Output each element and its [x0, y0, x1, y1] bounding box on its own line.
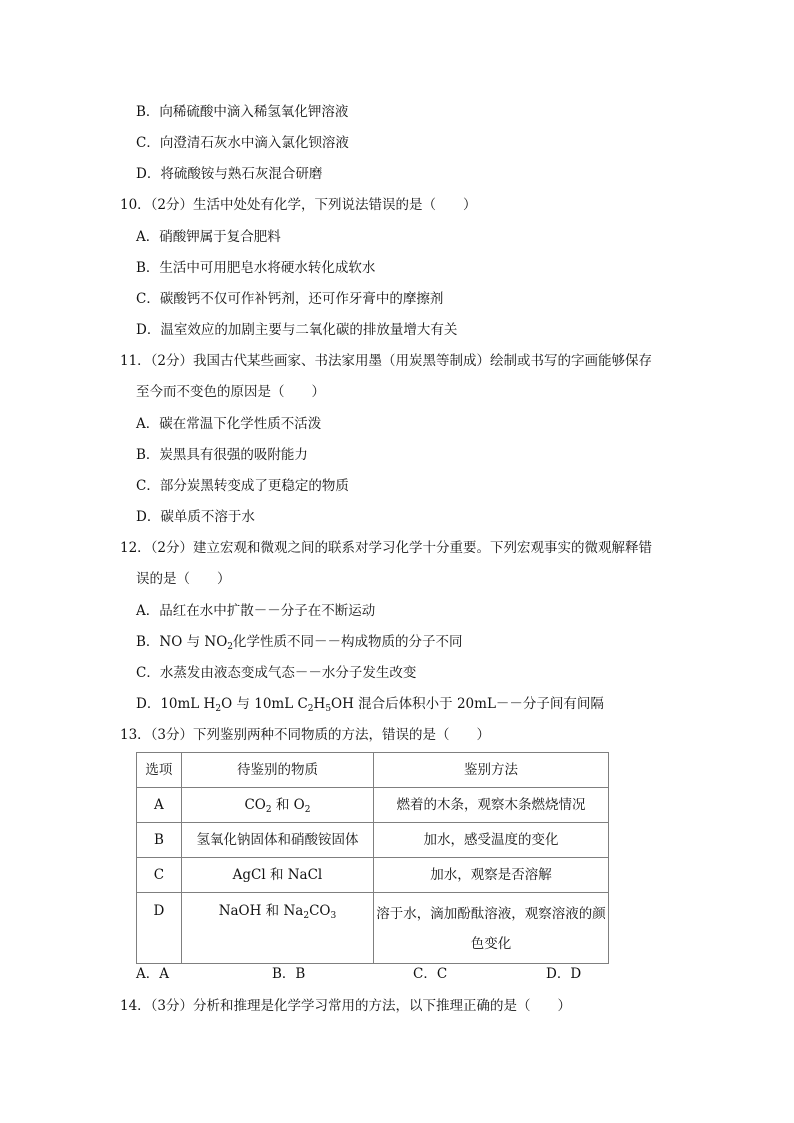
q14-stem: 14．（3分）分析和推理是化学学习常用的方法，以下推理正确的是（ ） [120, 998, 572, 1014]
q12-option-a: A．品红在水中扩散－－分子在不断运动 [136, 603, 376, 619]
q13-stem: 13．（3分）下列鉴别两种不同物质的方法，错误的是（ ） [120, 727, 491, 743]
q12-option-d: D．10mL $H_2O$ 与 10mL $C_2H_5OH$ 混合后体积小于 20mL－－分子间有间隔 [136, 696, 604, 714]
row-option: D [137, 893, 182, 964]
q10-stem: 10．（2分）生活中处处有化学，下列说法错误的是（ ） [120, 197, 477, 213]
row-substance: NaOH 和 $Na_2CO_3$ [181, 893, 373, 964]
row-option: A [137, 788, 182, 823]
row-option: C [137, 858, 182, 893]
header-option: 选项 [137, 753, 182, 788]
table-row [137, 788, 609, 823]
row-method: 燃着的木条，观察木条燃烧情况 [374, 788, 609, 823]
table-row [137, 893, 609, 964]
q9-option-d: D．将硫酸铵与熟石灰混合研磨 [136, 166, 323, 182]
row-method: 加水，观察是否溶解 [374, 858, 609, 893]
q11-option-d: D．碳单质不溶于水 [136, 509, 255, 525]
q12-option-c: C．水蒸发由液态变成气态－－水分子发生改变 [136, 665, 417, 681]
q10-option-d: D．温室效应的加剧主要与二氧化碳的排放量增大有关 [136, 322, 458, 338]
q13-answer-b: B．B [272, 966, 306, 982]
q11-stem-line1: 11．（2分）我国古代某些画家、书法家用墨（用炭黑等制成）绘制或书写的字画能够保存 [120, 353, 653, 369]
row-option: B [137, 823, 182, 858]
header-substance: 待鉴别的物质 [181, 753, 373, 788]
row-substance: 氢氧化钠固体和硝酸铵固体 [181, 823, 373, 858]
q10-option-c: C．碳酸钙不仅可作补钙剂，还可作牙膏中的摩擦剂 [136, 291, 444, 307]
table-header-row [137, 753, 609, 788]
q10-option-b: B．生活中可用肥皂水将硬水转化成软水 [136, 260, 376, 276]
q12-stem-line1: 12．（2分）建立宏观和微观之间的联系对学习化学十分重要。下列宏观事实的微观解释错 [120, 540, 653, 556]
q9-option-b: B．向稀硫酸中滴入稀氢氧化钾溶液 [136, 104, 349, 120]
q12-option-b: B．NO 与 $NO_2$化学性质不同－－构成物质的分子不同 [136, 634, 463, 652]
row-substance: AgCl 和 NaCl [181, 858, 373, 893]
table-row [137, 858, 609, 893]
q12-stem-line2: 误的是（ ） [136, 571, 231, 587]
table-row [137, 823, 609, 858]
q13-answer-a: A．A [136, 966, 169, 982]
q11-stem-line2: 至今而不变色的原因是（ ） [136, 384, 325, 400]
q9-option-c: C．向澄清石灰水中滴入氯化钡溶液 [136, 135, 349, 151]
q11-option-a: A．碳在常温下化学性质不活泼 [136, 416, 322, 432]
row-substance: $CO_2$ 和 $O_2$ [181, 788, 373, 823]
q13-table [136, 752, 609, 964]
q13-answer-c: C．C [413, 966, 448, 982]
q11-option-b: B．炭黑具有很强的吸附能力 [136, 447, 308, 463]
q13-answer-d: D．D [546, 966, 582, 982]
header-method: 鉴别方法 [374, 753, 609, 788]
q11-option-c: C．部分炭黑转变成了更稳定的物质 [136, 478, 349, 494]
q10-option-a: A．硝酸钾属于复合肥料 [136, 229, 281, 245]
row-method: 溶于水，滴加酚酞溶液，观察溶液的颜 色变化 [374, 893, 609, 964]
row-method: 加水，感受温度的变化 [374, 823, 609, 858]
